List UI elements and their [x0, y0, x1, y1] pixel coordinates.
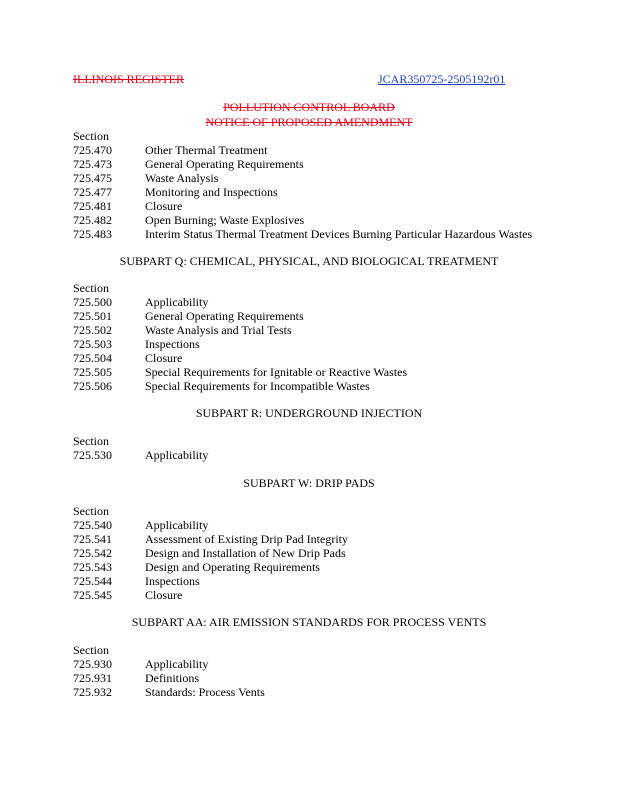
- section-number: 725.506: [73, 379, 112, 393]
- section-number: 725.931: [73, 671, 112, 685]
- toc-row: [73, 171, 218, 186]
- agency-title: POLLUTION CONTROL BOARD: [223, 100, 395, 114]
- toc-row: [73, 213, 304, 228]
- section-number: 725.504: [73, 351, 112, 365]
- section-number: 725.470: [73, 143, 112, 157]
- toc-row: [73, 337, 200, 352]
- section-title: Waste Analysis and Trial Tests: [145, 323, 292, 337]
- section-number: 725.542: [73, 546, 112, 560]
- section-number: 725.541: [73, 532, 112, 546]
- section-title: Definitions: [145, 671, 199, 685]
- section-label: Section: [73, 281, 109, 295]
- section-number: 725.544: [73, 574, 112, 588]
- section-number: 725.543: [73, 560, 112, 574]
- section-title: Special Requirements for Ignitable or Reactive Wastes: [145, 365, 408, 379]
- subpart-heading: SUBPART AA: AIR EMISSION STANDARDS FOR PROCESS VENTS: [131, 615, 487, 629]
- toc-row: [73, 574, 200, 589]
- toc-row: [73, 323, 292, 338]
- toc-row: [73, 532, 348, 547]
- subpart-heading: SUBPART W: DRIP PADS: [243, 476, 375, 490]
- section-title: Inspections: [145, 574, 200, 588]
- toc-row: [73, 309, 304, 324]
- section-title: Other Thermal Treatment: [145, 143, 268, 157]
- section-title: Waste Analysis: [145, 171, 219, 185]
- subpart-heading: SUBPART Q: CHEMICAL, PHYSICAL, AND BIOLOGICAL TREATMENT: [119, 254, 499, 268]
- section-title: Monitoring and Inspections: [145, 185, 278, 199]
- section-title: Design and Operating Requirements: [145, 560, 320, 574]
- section-title: Interim Status Thermal Treatment Devices Burning Particular Hazardous Wastes: [145, 227, 533, 241]
- notice-title: NOTICE OF PROPOSED AMENDMENT: [205, 115, 413, 129]
- section-title: Applicability: [145, 295, 209, 309]
- section-title: Special Requirements for Incompatible Wastes: [145, 379, 370, 393]
- toc-row: [73, 157, 304, 172]
- toc-row: [73, 185, 278, 200]
- section-title: Closure: [145, 588, 183, 602]
- section-number: 725.481: [73, 199, 112, 213]
- section-number: 725.545: [73, 588, 112, 602]
- toc-row: [73, 351, 182, 366]
- toc-row: [73, 448, 208, 463]
- toc-row: [73, 518, 208, 533]
- section-number: 725.482: [73, 213, 112, 227]
- toc-row: [73, 657, 208, 672]
- section-title: Standards: Process Vents: [145, 685, 265, 699]
- subpart-heading: SUBPART R: UNDERGROUND INJECTION: [195, 406, 423, 420]
- section-number: 725.932: [73, 685, 112, 699]
- section-title: Applicability: [145, 518, 209, 532]
- section-number: 725.500: [73, 295, 112, 309]
- section-title: Applicability: [145, 448, 209, 462]
- toc-row: [73, 685, 265, 700]
- section-number: 725.502: [73, 323, 112, 337]
- section-label: Section: [73, 643, 109, 657]
- section-number: 725.473: [73, 157, 112, 171]
- section-label: Section: [73, 129, 109, 143]
- section-label: Section: [73, 504, 109, 518]
- section-title: Design and Installation of New Drip Pads: [145, 546, 346, 560]
- section-title: General Operating Requirements: [145, 309, 304, 323]
- toc-row: [73, 671, 199, 686]
- register-header: ILLINOIS REGISTER: [73, 72, 184, 86]
- section-number: 725.530: [73, 448, 112, 462]
- section-title: Closure: [145, 351, 183, 365]
- toc-row: [73, 227, 532, 242]
- section-number: 725.930: [73, 657, 112, 671]
- section-number: 725.475: [73, 171, 112, 185]
- section-number: 725.505: [73, 365, 112, 379]
- toc-row: [73, 379, 370, 394]
- toc-row: [73, 546, 346, 561]
- toc-row: [73, 199, 182, 214]
- section-title: Inspections: [145, 337, 200, 351]
- section-title: Open Burning; Waste Explosives: [145, 213, 305, 227]
- section-number: 725.501: [73, 309, 112, 323]
- toc-row: [73, 143, 267, 158]
- toc-row: [73, 295, 208, 310]
- jcar-code-link[interactable]: JCAR350725-2505192r01: [378, 72, 506, 86]
- section-title: Closure: [145, 199, 183, 213]
- toc-row: [73, 560, 320, 575]
- section-title: Applicability: [145, 657, 209, 671]
- toc-row: [73, 365, 407, 380]
- section-number: 725.477: [73, 185, 112, 199]
- section-title: General Operating Requirements: [145, 157, 304, 171]
- toc-row: [73, 588, 182, 603]
- section-number: 725.483: [73, 227, 112, 241]
- section-label: Section: [73, 434, 109, 448]
- section-title: Assessment of Existing Drip Pad Integrity: [145, 532, 348, 546]
- section-number: 725.540: [73, 518, 112, 532]
- section-number: 725.503: [73, 337, 112, 351]
